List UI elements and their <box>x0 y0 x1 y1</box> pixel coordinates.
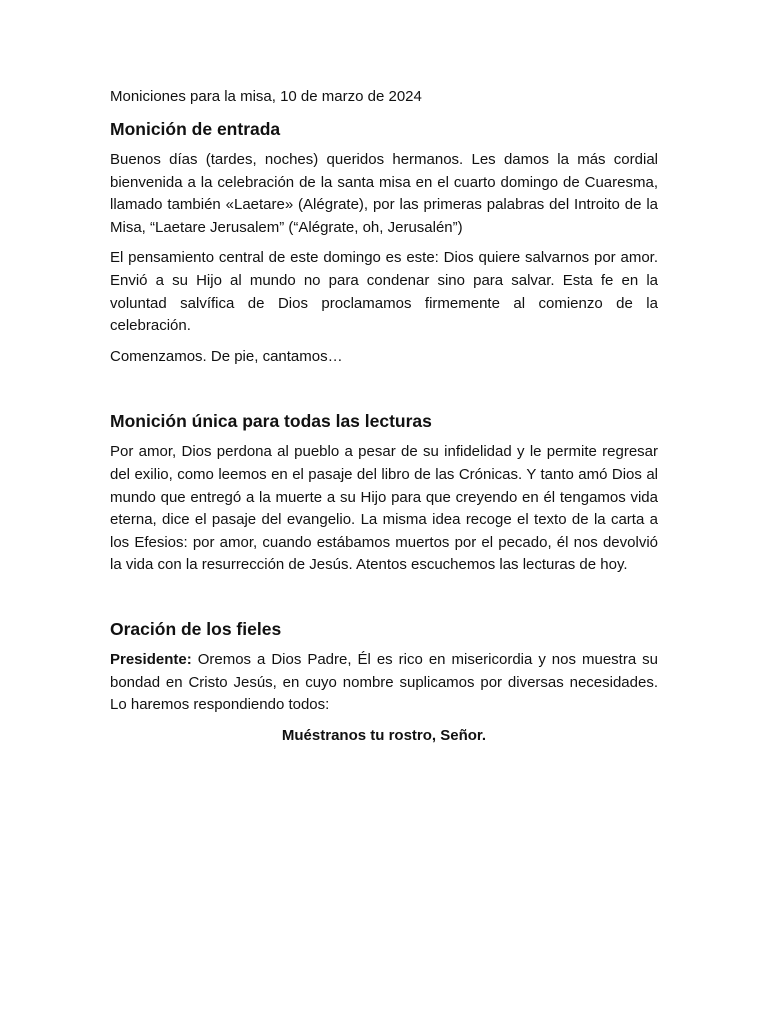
section-oracion-fieles <box>110 617 658 747</box>
document-page <box>110 86 658 747</box>
paragraph: El pensamiento central de este domingo es este: Dios quiere salvarnos por amor. Envió a su Hijo al mundo no para condenar sino para salvar. Esta fe en la voluntad salvífica de Dios proclamamos firmemente al comienzo de la celebración. <box>110 249 658 335</box>
section-monicion-entrada <box>110 117 658 368</box>
section-heading: Monición única para todas las lecturas <box>110 411 432 432</box>
paragraph: Comenzamos. De pie, cantamos… <box>110 347 343 365</box>
speaker-label: Presidente: <box>110 650 192 668</box>
section-spacer <box>110 376 658 409</box>
paragraph: Por amor, Dios perdona al pueblo a pesar de su infidelidad y le permite regresar del exilio, como leemos en el pasaje del libro de las Crónicas. Y tanto amó Dios al mundo que entregó a la muerte a su Hijo para que creyendo en él tengamos vida eterna, dice el pasaje del evangelio. La misma idea recoge el texto de la carta a los Efesios: por amor, cuando estábamos muertos por el pecado, él nos devolvió la vida con la resurrección de Jesús. Atentos escuchemos las lecturas de hoy. <box>110 443 658 574</box>
paragraph <box>110 649 658 717</box>
speaker-text: Oremos a Dios Padre, Él es rico en misericordia y nos muestra su bondad en Cristo Jesús, en cuyo nombre suplicamos por diversas necesidades. Lo haremos respondiendo todos: <box>110 650 658 714</box>
response-line: Muéstranos tu rostro, Señor. <box>281 726 487 744</box>
section-heading: Oración de los fieles <box>110 618 282 639</box>
section-heading: Monición de entrada <box>110 119 281 139</box>
section-spacer <box>110 585 658 617</box>
paragraph: Buenos días (tardes, noches) queridos hermanos. Les damos la más cordial bienvenida a la celebración de la santa misa en el cuarto domingo de Cuaresma, llamado también «Laetare» (Alégrate), por las primeras palabras del Introito de la Misa, “Laetare Jerusalem” (“Alégrate, oh, Jerusalén”) <box>110 151 658 236</box>
document-header: Moniciones para la misa, 10 de marzo de 2024 <box>110 88 422 105</box>
section-monicion-lecturas <box>110 409 658 577</box>
